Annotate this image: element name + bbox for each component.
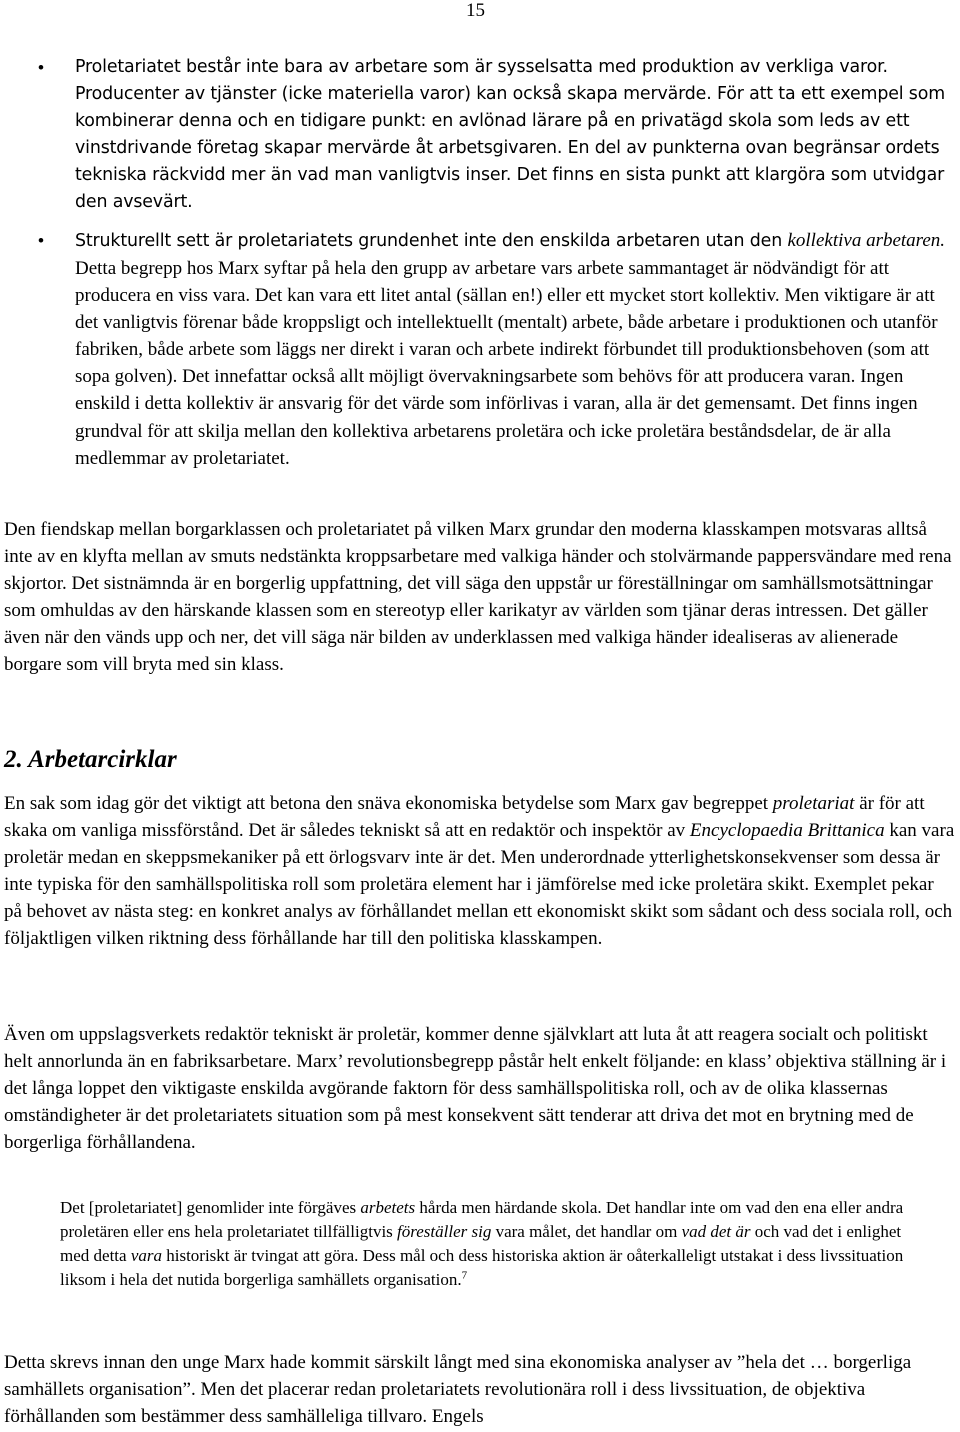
emphasis: vara [130, 1246, 162, 1265]
text-run: är för att skaka om vanliga missförstånd. Det är således tekniskt så att en redaktör och inspektör av [4, 793, 925, 842]
bullet-text: Proletariatet består inte bara av arbetare som är sysselsatta med produktion av verkliga varor. Producenter av tjänster (icke materiella varor) kan också skapa mervärde. För att ta ett exempel som kombinerar denna och en tidigare punkt: en avlönad lärare på en privatägd skola som leds av ett vinstdrivande företag skapar mervärde åt arbetsgivaren. En del av punkterna ovan begränsar ordets tekniska räckvidd mer än vad man vanligtvis inser. Det finns en sista punkt att klargöra som utvidgar den avsevärt. [75, 57, 946, 212]
bullet-text-serif: Detta begrepp hos Marx syftar på hela den grupp av arbetare vars arbete sammantaget är nödvändigt för att producera en viss vara. Det kan vara ett litet antal (sällan en!) eller ett mycket stort kollektiv. Men viktigare är att det vanligtvis förenar både kroppsligt och intellektuellt (mentalt) arbete, både arbetare i produktionen och utanför fabriken, både arbete som läggs ner direkt i varan och arbete indirekt förbundet till produktionsbehoven (som att sopa golven). Det innefattar också allt möjligt övervakningsarbete som behövs för att producera varan. Ingen enskild i detta kollektiv är ansvarig för det värde som införlivas i varan, alla är det gemensamt. Det finns ingen grundval för att skilja mellan den kollektiva arbetarens proletära och icke proletära beståndsdelar, de är alla medlemmar av proletariatet. [75, 258, 938, 469]
bullet-text [75, 227, 952, 472]
text-run: historiskt är tvingat att göra. Dess mål och dess historiska aktion är oåterkalleligt utstakat i dess livssituation liksom i hela det nutida borgerliga samhällets organisation. [60, 1246, 904, 1289]
list-item [0, 54, 960, 216]
emphasis: arbetets [360, 1198, 416, 1217]
footnote-marker[interactable]: 7 [461, 1269, 468, 1282]
list-item [0, 227, 960, 472]
text-run: hårda men härdande skola. Det handlar inte om vad den ena eller andra proletären eller ens hela proletariatet tillfälligtvis [60, 1198, 904, 1241]
text-run: kan vara proletär medan en skeppsmekaniker på ett örlogsvarv inte är det. Men underordnade ytterlighetskonsekvenser som dessa är inte typiska för den samhällspolitiska roll som proletära element har i jämförelse med icke proletära skikt. Exemplet pekar på behovet av nästa steg: en konkret analys av förhållandet mellan ett ekonomiskt skikt som sådant och dess sociala roll, och följaktligen vilken riktning dess förhållande har till den politiska klasskampen. [4, 820, 955, 950]
bullet-icon: • [38, 231, 44, 250]
body-paragraph: Detta skrevs innan den unge Marx hade kommit särskilt långt med sina ekonomiska analyser av ”hela det … borgerliga samhällets organisation”. Men det placerar redan proletariatets revolutionära roll i dess livssituation, de objektiva förhållanden som bestämmer dess samhälleliga tillvaro. Engels [4, 1352, 912, 1428]
bullet-text-italic: kollektiva arbetaren. [787, 230, 946, 251]
body-paragraph: Även om uppslagsverkets redaktör tekniskt är proletär, kommer denne självklart att luta åt att reagera socialt och politiskt helt annorlunda än en fabriksarbetare. Marx’ revolutionsbegrepp påstår helt enkelt följande: en klass’ objektiva ställning är i det långa loppet den viktigaste enskilda avgörande faktorn för dess samhällspolitiska roll, och av de olika klassernas omständigheter är det proletariatets situation som på mest konsekvent sätt tenderar att driva det mot en brytning med de borgerliga förhållandena. [4, 1024, 947, 1154]
text-run: Det [proletariatet] genomlider inte förgäves [60, 1198, 361, 1217]
block-quote [60, 1196, 910, 1292]
emphasis: vad det är [681, 1222, 751, 1241]
emphasis: proletariat [772, 793, 855, 814]
body-paragraph: Den fiendskap mellan borgarklassen och proletariatet på vilken Marx grundar den moderna klasskampen motsvaras alltså inte av en klyfta mellan av smuts nedstänkta kroppsarbetare med valkiga händer och stolvärmande pappersvändare med rena skjortor. Det sistnämnda är en borgerlig uppfattning, det vill säga den uppstår ur föreställningar om samhällsmotsättningar som omhuldas av den härskande klassen som en stereotyp eller karikatyr av världen som tjänar deras intressen. Det gäller även när den vänds upp och ner, det vill säga när bilden av underklassen med valkiga händer idealiseras av alienerade borgare som vill bryta med sin klass. [4, 519, 952, 676]
text-run: En sak som idag gör det viktigt att betona den snäva ekonomiska betydelse som Marx gav begreppet [4, 793, 773, 814]
bullet-list [0, 54, 960, 483]
bullet-icon: • [38, 58, 44, 77]
emphasis: Encyclopaedia Brittanica [689, 820, 885, 842]
section-heading: 2. Arbetarcirklar [4, 746, 177, 773]
emphasis: föreställer sig [397, 1222, 492, 1241]
body-paragraph [4, 790, 956, 953]
text-run: vara målet, det handlar om [491, 1222, 682, 1241]
text-run: och vad det i enlighet med detta [60, 1222, 902, 1265]
bullet-text-sans: Strukturellt sett är proletariatets grundenhet inte den enskilda arbetaren utan den [75, 231, 788, 251]
page-number: 15 [466, 0, 485, 21]
